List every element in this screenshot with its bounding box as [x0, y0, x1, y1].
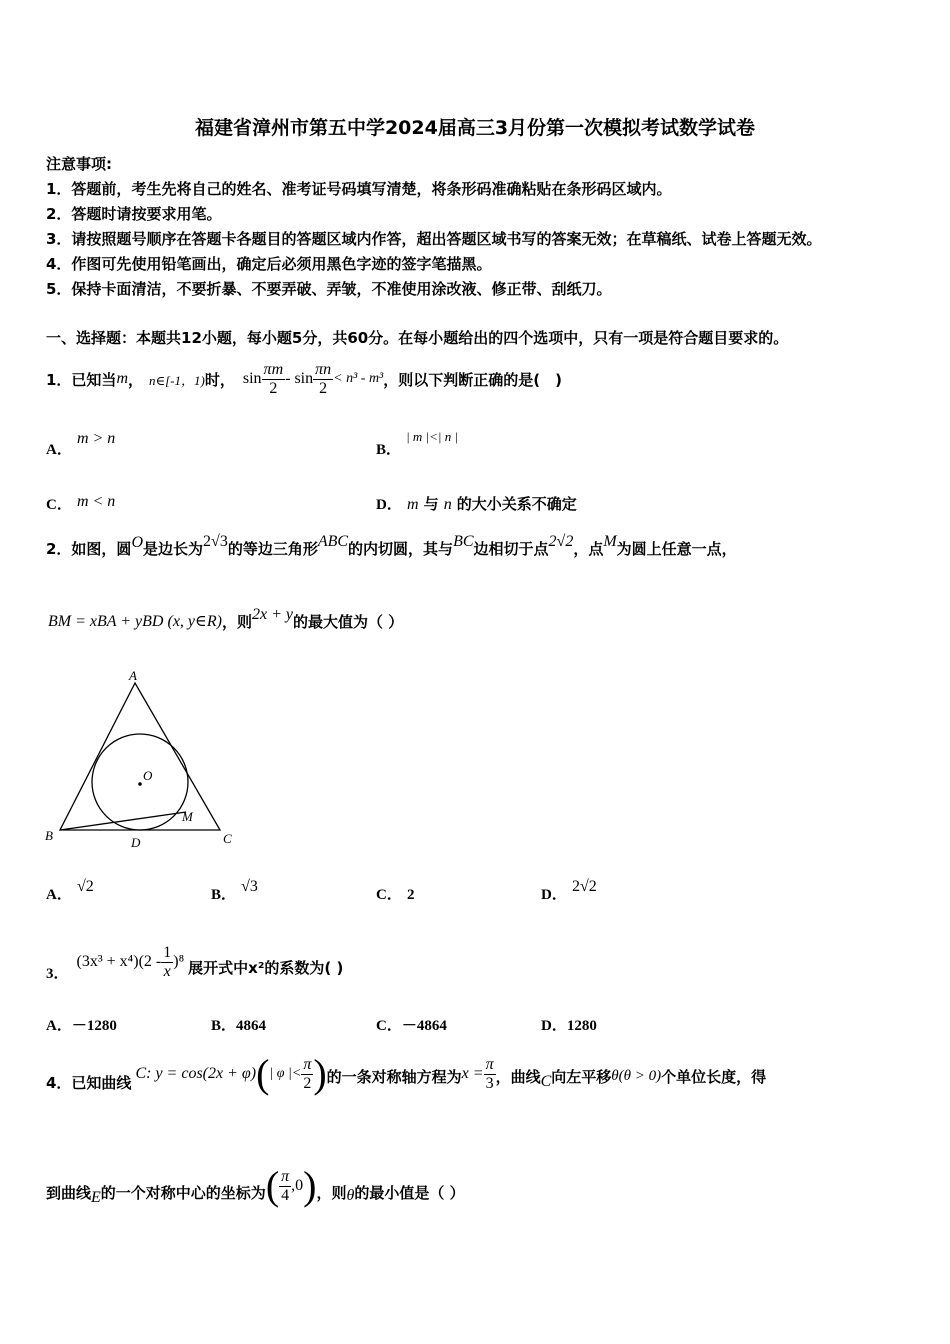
q1-option-c-label: C． — [46, 497, 72, 513]
q2-text-4: 边相切于点 — [473, 539, 549, 558]
q4-curve-c: C — [540, 1073, 552, 1090]
q4-text-4: 个单位长度，得 — [661, 1067, 767, 1086]
q2-option-d-value: 2√2 — [571, 878, 597, 895]
q1-frac-1-num: πm — [263, 360, 284, 378]
q2-prefix: 2．如图，圆 — [46, 539, 132, 558]
q2-text-1: 是边长为 — [143, 539, 204, 558]
q1-option-a-value: m > n — [76, 430, 116, 447]
question-2 — [46, 533, 737, 563]
q2-text-2: 的等边三角形 — [227, 539, 318, 558]
q1-minus-sin: - sin — [285, 370, 314, 387]
q1-prefix: 1．已知当 — [46, 370, 117, 389]
notice-item: 2．答题时请按要求用笔。 — [46, 205, 222, 223]
center-o-dot — [138, 782, 142, 786]
label-m: M — [182, 809, 193, 824]
q4-pt-num: π — [281, 1167, 290, 1185]
q4-curve: C: y = cos(2x + φ) — [135, 1065, 257, 1082]
q1-option-a-label: A． — [46, 442, 72, 458]
q2-point-m: M — [603, 533, 617, 550]
q4-prefix: 4．已知曲线 — [46, 1073, 132, 1092]
q1-range: n∈[-1，1) — [149, 372, 205, 388]
q4-text-8: 的最小值是（ ） — [354, 1183, 465, 1202]
q2-option-c — [376, 883, 414, 904]
q3-option-d: D．1280 — [541, 1018, 597, 1034]
q3-text: 展开式中x²的系数为( ) — [188, 958, 344, 977]
q2-option-b-value: √3 — [241, 878, 258, 895]
q2-option-a — [46, 878, 94, 904]
q3-option-b: B．4864 — [211, 1018, 267, 1034]
q2-expression: 2x + y — [251, 606, 293, 623]
q1-option-b — [376, 429, 459, 459]
q2-option-b-label: B． — [211, 887, 237, 903]
q1-option-a — [46, 430, 116, 459]
notice-item: 1．答题前，考生先将自己的姓名、准考证号码填写清楚，将条形码准确粘贴在条形码区域内。 — [46, 180, 672, 198]
incircle — [92, 734, 188, 830]
q2-triangle-abc: ABC — [317, 533, 349, 550]
notice-heading: 注意事项: — [46, 155, 112, 173]
q3-number: 3． — [46, 965, 69, 982]
q4-pt-rest: ,0 — [291, 1177, 304, 1194]
question-1 — [46, 357, 562, 401]
page-title: 福建省漳州市第五中学2024届高三3月份第一次模拟考试数学试卷 — [194, 117, 756, 139]
label-a: A — [129, 668, 137, 683]
q4-curve-e: E — [91, 1189, 101, 1206]
q1-option-d-text: 的大小关系不确定 — [456, 495, 577, 513]
q4-x-eq: x = — [461, 1065, 484, 1082]
q4-x-num: π — [485, 1055, 494, 1073]
q4-pt-den: 4 — [281, 1186, 290, 1204]
q2-vector-line — [48, 606, 403, 636]
q2-option-a-value: √2 — [76, 878, 94, 895]
notice-item: 4．作图可先使用铅笔画出，确定后必须用黑色字迹的签字笔描黑。 — [46, 255, 492, 273]
q1-frac-2 — [313, 361, 333, 398]
q4-pt-paren-right: ) — [303, 1163, 317, 1208]
q1-option-c-value: m < n — [76, 493, 116, 510]
q4-cond: | φ |< — [269, 1066, 302, 1081]
q2-option-d — [541, 878, 597, 904]
q3-option-c: C．－4864 — [376, 1018, 447, 1034]
q4-shift: θ(θ > 0) — [611, 1067, 662, 1084]
q4-paren-right: ) — [313, 1051, 327, 1096]
q3-fraction-num: 1 — [163, 943, 172, 961]
triangle-abc — [60, 683, 220, 830]
section-heading: 一、选择题：本题共12小题，每小题5分，共60分。在每小题给出的四个选项中，只有一项是符合题目要求的。 — [46, 329, 789, 347]
q1-option-d-n: n — [443, 496, 452, 513]
q1-frac-2-num: πn — [315, 360, 332, 378]
q2-side-length: 2√3 — [203, 533, 228, 550]
q2-side-bc: BC — [453, 533, 474, 550]
q4-paren-left: ( — [256, 1051, 270, 1096]
q1-option-d-mid: 与 — [423, 495, 439, 513]
notice-item: 5．保持卡面清洁，不要折暴、不要弄破、弄皱，不准使用涂改液、修正带、刮纸刀。 — [46, 280, 612, 298]
label-b: B — [45, 828, 53, 843]
q1-option-b-label: B． — [376, 442, 402, 458]
q4-text-3: 向左平移 — [551, 1067, 612, 1086]
q2-option-d-label: D． — [541, 887, 567, 903]
q1-when: 时， — [204, 370, 235, 389]
label-o: O — [143, 768, 153, 783]
q2-figure — [40, 665, 240, 855]
q3-expr-left: (3x³ + x⁴)(2 - — [76, 953, 162, 970]
q1-suffix: ，则以下判断正确的是( ) — [383, 370, 562, 389]
q3-option-a: A．－1280 — [46, 1018, 117, 1034]
q1-option-d-m: m — [406, 496, 419, 513]
q4-cond-den: 2 — [303, 1074, 312, 1092]
q2-option-c-label: C． — [376, 887, 402, 903]
q4-pt-paren-left: ( — [265, 1163, 280, 1208]
q4-theta: θ — [346, 1187, 355, 1204]
q4-x-den: 3 — [485, 1074, 494, 1092]
question-4 — [46, 1050, 766, 1098]
q1-frac-1-den: 2 — [269, 379, 278, 397]
label-d: D — [131, 835, 141, 850]
q4-line-2 — [46, 1160, 465, 1212]
q1-option-b-value: | m |<| n | — [406, 429, 459, 444]
q4-cond-fraction — [301, 1056, 313, 1093]
q1-inequality: < n³ - m³ — [333, 371, 384, 386]
q1-option-d-label: D． — [376, 497, 402, 513]
q2-option-c-value: 2 — [406, 887, 415, 903]
question-3 — [46, 938, 343, 986]
q2-vector-equation: BM = xBA + yBD (x, y∈R) — [48, 613, 222, 630]
q2-var-o: O — [131, 534, 144, 551]
q2-text-6: 为圆上任意一点， — [616, 539, 737, 558]
q2-option-b — [211, 878, 258, 904]
q3-expr-right: )⁸ — [173, 953, 185, 970]
q3-fraction — [161, 944, 173, 981]
q2-point-d: 2√2 — [548, 533, 574, 550]
q2-text-8: 的最大值为（ ） — [292, 612, 404, 631]
q2-text-7: ，则 — [221, 612, 252, 631]
q4-text-7: ，则 — [316, 1183, 347, 1202]
q4-x-fraction — [484, 1056, 496, 1093]
q4-text-2: ，曲线 — [495, 1067, 541, 1086]
q4-text-6: 的一个对称中心的坐标为 — [100, 1183, 266, 1202]
q1-var-m: m — [116, 370, 128, 387]
q1-option-c — [46, 493, 115, 514]
q1-frac-2-den: 2 — [319, 379, 328, 397]
q1-sep: ， — [128, 370, 144, 389]
q3-fraction-den: x — [163, 962, 171, 980]
notice-item: 3．请按照题号顺序在答题卡各题目的答题区域内作答，超出答题区域书写的答案无效；在草稿纸、试卷上答题无效。 — [46, 230, 822, 248]
q1-sin1: sin — [242, 370, 262, 387]
label-c: C — [223, 831, 232, 846]
q4-text-1: 的一条对称轴方程为 — [326, 1067, 462, 1086]
q2-text-5: ，点 — [573, 539, 604, 558]
q4-text-5: 到曲线 — [46, 1183, 92, 1202]
q1-option-d — [376, 493, 577, 514]
q1-frac-1 — [262, 361, 286, 398]
q2-option-a-label: A． — [46, 887, 72, 903]
q2-text-3: 的内切圆，其与 — [348, 539, 454, 558]
q4-pt-fraction — [279, 1168, 291, 1205]
q4-cond-num: π — [303, 1055, 312, 1073]
